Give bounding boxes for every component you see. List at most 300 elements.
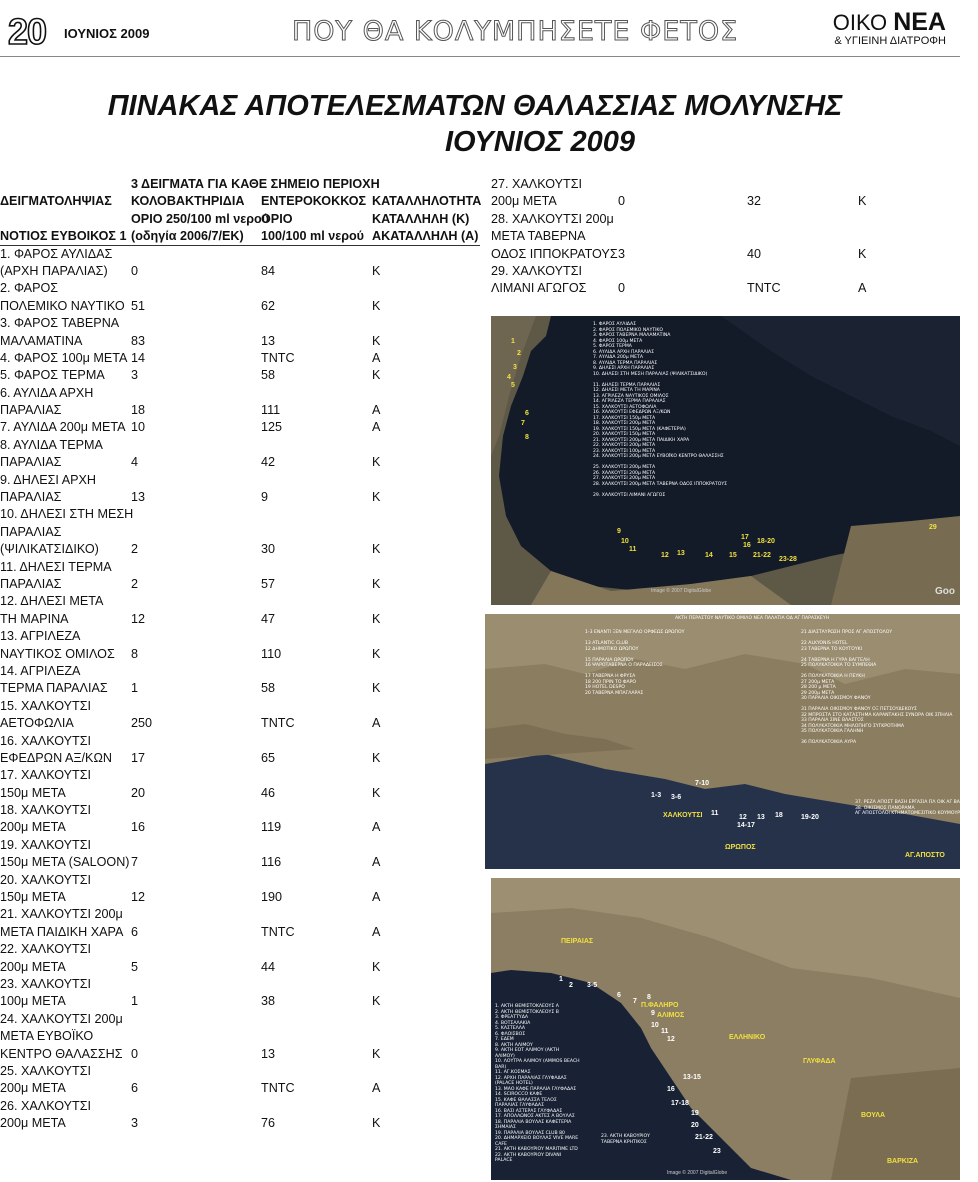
suitability: Α (858, 281, 867, 296)
sampling-point: ΟΔΟΣ ΙΠΠΟΚΡΑΤΟΥΣ (491, 246, 618, 261)
map-legend-item: ΤΑΒΕΡΝΑ ΚΡΗΤΙΚΟΣ (601, 1139, 647, 1145)
map-marker: 21-22 (753, 552, 771, 559)
table-row (0, 1063, 480, 1080)
header-suitability: ΚΑΤΑΛΛΗΛΗ (Κ) (372, 211, 470, 226)
sampling-point: 14. ΑΓΡΙΛΕΖΑ (0, 663, 81, 678)
table-row (0, 472, 480, 489)
table-row (0, 246, 480, 263)
table-row (0, 1011, 480, 1028)
sampling-point: ΝΑΥΤΙΚΟΣ ΟΜΙΛΟΣ (0, 646, 115, 661)
sampling-point: 8. ΑΥΛΙΔΑ ΤΕΡΜΑ (0, 437, 103, 452)
sampling-point: 22. ΧΑΛΚΟΥΤΣΙ (0, 942, 91, 957)
suitability: Α (372, 820, 381, 835)
sampling-point: ΜΕΤΑ ΕΥΒΟΪΚΟ (0, 1029, 94, 1044)
coliform-value: 0 (618, 281, 626, 296)
sampling-point: 23. ΧΑΛΚΟΥΤΣΙ (0, 976, 91, 991)
enterococcus-value: 84 (261, 263, 276, 278)
sampling-point: 150μ ΜΕΤΑ (SALOON) (0, 855, 130, 870)
map-legend-item: 24. ΧΑΛΚΟΥΤΣΙ 200μ ΜΕΤΑ ΕΥΒΟΪΚΟ ΚΕΝΤΡΟ ΘΑΛΑΣΣΗΣ (593, 454, 724, 459)
suitability: Α (372, 403, 381, 418)
table-row (0, 593, 480, 610)
map-legend-item: 3. ΦΡΕΑΤΤΥΔΑ (495, 1015, 528, 1020)
coliform-value: 14 (131, 350, 146, 365)
suitability: Κ (858, 194, 867, 209)
enterococcus-value: 44 (261, 959, 276, 974)
map-marker: 3-5 (587, 982, 598, 989)
map-legend-item: 26 ΠΟΛΥΚΑΤΟΙΚΙΑ Η ΠΕΥΚΗ (801, 674, 865, 679)
enterococcus-value: TNTC (261, 350, 295, 365)
coliform-value: 2 (131, 542, 139, 557)
map-evia-legend (593, 322, 727, 498)
map-legend-item: 11. ΔΗΛΕΣΙ ΤΕΡΜΑ ΠΑΡΑΛΙΑΣ (593, 382, 661, 388)
table-row (491, 176, 960, 193)
map-oropos-header: ΑΚΤΗ ΠΕΡΑΣΤΟΥ ΝΑΥΤΙΚΟ ΟΜΙΛΟ ΝΕΑ ΠΑΛΑΤΙΑ ΟΔ ΑΓ ΠΑΡΑΣΚΕΥΗ (675, 616, 830, 621)
table-row (0, 419, 480, 436)
coliform-value: 7 (131, 855, 139, 870)
sampling-point: 200μ ΜΕΤΑ (0, 820, 66, 835)
table-row (0, 524, 480, 541)
map-legend-item: 13. ΜΑΟ ΚΑΦΕ ΠΑΡΑΛΙΑ ΓΛΥΦΑΔΑΣ (495, 1086, 577, 1092)
enterococcus-value: 46 (261, 785, 276, 800)
coliform-value: 0 (131, 263, 139, 278)
map-marker: 3-6 (671, 794, 682, 801)
map-legend-item: 15. ΚΑΦΕ ΘΑΛΑΣΣΑ ΤΕΛΟΣ (495, 1097, 557, 1103)
suitability: Κ (372, 298, 381, 313)
map-legend-item: 19 HOTEL DESPO (585, 685, 625, 690)
page-number: 20 (8, 11, 47, 52)
map-marker: 9 (651, 1010, 655, 1017)
sampling-point: 13. ΑΓΡΙΛΕΖΑ (0, 629, 81, 644)
table-row (0, 959, 480, 976)
map-legend-item: 34 ΠΟΛΥΚΑΤΟΙΚΙΑ ΜΗΛΟΠΗΓΟ ΣΥΓΚΡΟΤΗΜΑ (801, 723, 904, 729)
map-legend-item: 25. ΧΑΛΚΟΥΤΣΙ 200μ ΜΕΤΑ (593, 465, 656, 470)
map-legend-item: 1-3 ΕΝΑΝΤΙ ΞΕΝ ΜΕΓΑΛΟ ΟΡΦΕΩΣ ΩΡΩΠΟΥ (585, 630, 685, 635)
suitability: Κ (372, 646, 381, 661)
map-marker: 12 (667, 1036, 675, 1043)
map-marker: 17-18 (671, 1100, 689, 1107)
map-marker: 16 (667, 1086, 675, 1093)
map-marker: 18 (775, 812, 783, 819)
sampling-point: ΚΕΝΤΡΟ ΘΑΛΑΣΣΗΣ (0, 1046, 123, 1061)
map-marker: 1-3 (651, 792, 662, 799)
sampling-point: 16. ΧΑΛΚΟΥΤΣΙ (0, 733, 91, 748)
suitability: Κ (858, 246, 867, 261)
sampling-point: 200μ ΜΕΤΑ (0, 1116, 66, 1131)
map-legend-item: 37. ΡΕΖΑ ΑΠΟΣΤ ΒΑΣΗ ΕΡΓΑΣΙΑ ΠΛ ΟΙΚ ΑΓ ΒΑΡΒΑΡΑΣ (855, 800, 978, 805)
suitability: Κ (372, 681, 381, 696)
coliform-value: 83 (131, 333, 146, 348)
table-row (0, 628, 480, 645)
sampling-point: ΤΗ ΜΑΡΙΝΑ (0, 611, 69, 626)
sampling-point: (ΑΡΧΗ ΠΑΡΑΛΙΑΣ) (0, 263, 108, 278)
enterococcus-value: 111 (261, 403, 281, 418)
sampling-point: 100μ ΜΕΤΑ (0, 994, 66, 1009)
map-marker: 13 (757, 814, 765, 821)
sampling-point: 11. ΔΗΛΕΣΙ ΤΕΡΜΑ (0, 559, 112, 574)
coliform-value: 6 (131, 924, 139, 939)
sampling-point: 17. ΧΑΛΚΟΥΤΣΙ (0, 768, 91, 783)
map-legend-item: 22 ALKYONIS HOTEL (801, 641, 848, 646)
map-legend-item: 14. ΑΓΡΙΛΕΖΑ ΤΕΡΜΑ ΠΑΡΑΛΙΑΣ (593, 399, 666, 404)
map-legend-item: 12. ΔΗΛΕΣΙ ΜΕΤΑ ΤΗ ΜΑΡΙΝΑ (593, 388, 660, 393)
sampling-point: 200μ ΜΕΤΑ (491, 194, 557, 209)
suitability: Κ (372, 490, 381, 505)
table-row (0, 506, 480, 523)
map-marker: 6 (525, 410, 529, 417)
map-marker: 12 (739, 814, 747, 821)
suitability: Κ (372, 368, 381, 383)
header-enterococcus-value: ΟΡΙΟ (261, 211, 293, 226)
map-marker: 9 (617, 528, 621, 535)
enterococcus-value: 32 (747, 194, 762, 209)
satellite-map-evia (491, 316, 960, 605)
coliform-value: 0 (131, 1046, 139, 1061)
coliform-value: 12 (131, 890, 146, 905)
map-legend-item: 21 ΔΙΑΣΤΑΥΡΩΣΗ ΠΡΟΣ ΑΓ ΑΠΟΣΤΟΛΟΥ (801, 630, 893, 635)
header-enterococcus-value: 100/100 ml νερού (261, 229, 365, 244)
map-legend-item: 21. ΑΚΤΗ ΚΑΒΟΥΡΙΟΥ MARITIME LTD (495, 1147, 578, 1152)
table-row (0, 646, 480, 663)
sampling-point: ΠΟΛΕΜΙΚΟ ΝΑΥΤΙΚΟ (0, 298, 125, 313)
map-legend-item: 23. ΑΚΤΗ ΚΑΒΟΥΡΙΟΥ (601, 1134, 650, 1139)
map-legend-item: 15. ΧΑΛΚΟΥΤΣΙ ΑΕΤΟΦΩΛΙΑ (593, 404, 657, 410)
suitability: Κ (372, 994, 381, 1009)
table-header-row (0, 176, 480, 193)
enterococcus-value: 190 (261, 890, 283, 905)
suitability: Α (372, 420, 381, 435)
map-legend-item: 18. ΠΑΡΑΛΙΑ ΒΟΥΛΑΣ ΚΑΦΕΤΕΡΙΑ (495, 1119, 572, 1125)
map-legend-item: 3. ΦΑΡΟΣ ΤΑΒΕΡΝΑ ΜΑΛΑΜΑΤΙΝΑ (593, 333, 671, 338)
table-row (0, 715, 480, 732)
table-row (0, 854, 480, 871)
sampling-point: 27. ΧΑΛΚΟΥΤΣΙ (491, 177, 582, 191)
sampling-point: 7. ΑΥΛΙΔΑ 200μ ΜΕΤΑ (0, 420, 126, 435)
map-legend-item: 28 200 μ ΜΕΤΑ (801, 685, 836, 690)
map-place-label: ΕΛΛΗΝΙΚΟ (729, 1034, 766, 1041)
table-row (0, 454, 480, 471)
table-row (0, 333, 480, 350)
map-legend-item: 10. ΔΗΛΕΣΙ ΣΤΗ ΜΕΣΗ ΠΑΡΑΛΙΑΣ (ΨΙΛΙΚΑΤΣΙΔΙΚΟ) (593, 371, 708, 377)
map-legend-item: 20 ΤΑΒΕΡΝΑ ΜΠΑΓΛΑΡΑΣ (585, 690, 644, 696)
header-sampling-point: ΔΕΙΓΜΑΤΟΛΗΨΙΑΣ (0, 194, 112, 209)
map-legend-item: 9. ΑΚΤΗ ΕΟΤ ΑΛΙΜΟΥ (ΑΚΤΗ (495, 1048, 560, 1053)
coliform-value: 5 (131, 959, 139, 974)
map-legend-item: 5. ΦΑΡΟΣ ΤΕΡΜΑ (593, 344, 632, 349)
section-title: ΠΟΥ ΘΑ ΚΟΛΥΜΠΗΣΕΤΕ ΦΕΤΟΣ (292, 16, 739, 47)
map-legend-item: 16 ΨΑΡΟΤΑΒΕΡΝΑ Ο ΠΑΡΑΔΕΙΣΟΣ (585, 663, 663, 668)
enterococcus-value: 30 (261, 542, 276, 557)
map-legend-item: 13. ΑΓΡΙΛΕΖΑ ΝΑΥΤΙΚΟΣ ΟΜΙΛΟΣ (593, 393, 669, 399)
map-legend-item: 21. ΧΑΛΚΟΥΤΣΙ 200μ ΜΕΤΑ ΠΑΙΔΙΚΗ ΧΑΡΑ (593, 437, 690, 443)
suitability: Κ (372, 959, 381, 974)
table-row (0, 1046, 480, 1063)
map-evia-watermark: Image © 2007 DigitalGlobe (651, 588, 712, 594)
sampling-point: ΛΙΜΑΝΙ ΑΓΩΓΟΣ (491, 281, 587, 296)
table-header-row (0, 193, 480, 210)
suitability: Κ (372, 1046, 381, 1061)
map-legend-item: ΠΑΡΑΛΙΑΣ ΓΛΥΦΑΔΑΣ (495, 1103, 544, 1108)
map-marker: 2 (517, 350, 521, 357)
enterococcus-value: 9 (261, 490, 269, 505)
map-marker: 20 (691, 1122, 699, 1129)
suitability: Α (372, 350, 381, 365)
table-row (0, 1098, 480, 1115)
map-attica-legend (495, 1004, 580, 1164)
sampling-point: 10. ΔΗΛΕΣΙ ΣΤΗ ΜΕΣΗ (0, 507, 134, 522)
results-table-right (491, 176, 960, 298)
sampling-point: ΠΑΡΑΛΙΑΣ (0, 576, 62, 591)
table-row (0, 298, 480, 315)
sampling-point: 200μ ΜΕΤΑ (0, 959, 66, 974)
map-legend-item: 17. ΧΑΛΚΟΥΤΣΙ 150μ ΜΕΤΑ (593, 415, 656, 421)
enterococcus-value: 119 (261, 820, 282, 835)
map-marker: 10 (621, 538, 629, 545)
map-place-label: ΓΛΥΦΑΔΑ (803, 1058, 836, 1065)
table-row (0, 872, 480, 889)
table-row (491, 228, 960, 245)
table-row (0, 263, 480, 280)
map-legend-item: 33 ΠΑΡΑΛΙΑ ΣΙΝΕ ΒΛΑΣΤΟΣ (801, 718, 864, 723)
table-row (0, 576, 480, 593)
map-legend-item: 2. ΦΑΡΟΣ ΠΟΛΕΜΙΚΟ ΝΑΥΤΙΚΟ (593, 327, 664, 333)
table-row (0, 733, 480, 750)
sampling-point: ΕΦΕΔΡΩΝ ΑΞ/ΚΩΝ (0, 750, 112, 765)
enterococcus-value: 58 (261, 681, 276, 696)
suitability: Κ (372, 333, 381, 348)
sampling-point: 18. ΧΑΛΚΟΥΤΣΙ (0, 803, 91, 818)
coliform-value: 1 (131, 994, 139, 1009)
map-legend-item: 24 ΤΑΒΕΡΝΑ Η ΓΥΡΑ ΒΑΓΓΕΛΗ (801, 657, 870, 663)
table-row (0, 350, 480, 367)
sampling-point: 150μ ΜΕΤΑ (0, 890, 66, 905)
map-legend-item: 27. ΧΑΛΚΟΥΤΣΙ 200μ ΜΕΤΑ (593, 476, 656, 481)
map-legend-item: 13 ATLANTIC CLUB (585, 641, 629, 646)
map-legend-item: 12. ΑΡΧΗ ΠΑΡΑΛΙΑΣ ΓΛΥΦΑΔΑΣ (495, 1075, 567, 1081)
suitability: Κ (372, 1116, 381, 1131)
coliform-value: 17 (131, 750, 146, 765)
map-legend-item: 14. SCIROCCO ΚΑΦΕ (495, 1092, 543, 1097)
map-legend-item: 8. ΑΚΤΗ ΑΛΙΜΟΥ (495, 1042, 533, 1048)
table-row (0, 367, 480, 384)
map-marker: 5 (511, 382, 515, 389)
sampling-point: 25. ΧΑΛΚΟΥΤΣΙ (0, 1063, 91, 1078)
sampling-point: ΠΑΡΑΛΙΑΣ (0, 403, 62, 418)
table-row (491, 263, 960, 280)
sampling-point: ΠΑΡΑΛΙΑΣ (0, 490, 62, 505)
map-marker: 8 (525, 434, 529, 441)
table-row (0, 750, 480, 767)
map-legend-item: 22. ΧΑΛΚΟΥΤΣΙ 200μ ΜΕΤΑ (593, 443, 656, 448)
coliform-value: 3 (618, 246, 626, 261)
map-legend-item: 1. ΦΑΡΟΣ ΑΥΛΙΔΑΣ (593, 322, 636, 327)
map-marker: 14-17 (737, 822, 755, 829)
map-legend-item: 4. ΒΟΤΣΑΛΑΚΙΑ (495, 1020, 531, 1026)
map-marker: 19-20 (801, 814, 819, 821)
map-oropos-legend-1 (585, 630, 684, 696)
coliform-value: 51 (131, 298, 146, 313)
title-line-1: ΠΙΝΑΚΑΣ ΑΠΟΤΕΛΕΣΜΑΤΩΝ ΘΑΛΑΣΣΙΑΣ ΜΟΛΥΝΣΗΣ (107, 90, 843, 122)
coliform-value: 250 (131, 716, 153, 731)
table-row (0, 819, 480, 836)
suitability: Α (372, 924, 381, 939)
map-legend-item: 9. ΔΗΛΕΣΙ ΑΡΧΗ ΠΑΡΑΛΙΑΣ (593, 366, 655, 371)
satellite-map-oropos (485, 614, 978, 869)
map-attica-watermark: Image © 2007 DigitalGlobe (667, 1170, 728, 1176)
enterococcus-value: TNTC (261, 716, 295, 731)
brand-word-2: ΝΕΑ (893, 8, 946, 36)
map-legend-item: 15 ΠΑΡΑΛΙΑ ΩΡΩΠΟΥ (585, 657, 634, 663)
coliform-value: 4 (131, 455, 139, 470)
map-marker: 21-22 (695, 1134, 713, 1141)
sampling-point: 20. ΧΑΛΚΟΥΤΣΙ (0, 872, 91, 887)
sampling-point: 150μ ΜΕΤΑ (0, 785, 66, 800)
title-line-2: ΙΟΥΝΙΟΣ 2009 (444, 126, 636, 158)
map-legend-item: 32 ΜΠΡΟΣΤΑ ΣΤΟ ΚΑΤΑΣΤΗΜΑ ΚΑΡΑΝΤΑΚΗΣ ΣΥΝΟΡΑ ΟΙΚ ΣΠΗΛΙΑ (801, 712, 953, 718)
coliform-value: 10 (131, 420, 146, 435)
map-legend-item: 7. ΑΥΛΙΔΑ 200μ ΜΕΤΑ (593, 355, 643, 360)
map-legend-item: 25 ΠΟΛΥΚΑΤΟΙΚΙΑ ΤΟ ΣΥΜΠΕΘΙΑ (801, 663, 877, 668)
map-marker: 3 (513, 364, 517, 371)
map-place-label: ΠΕΙΡΑΙΑΣ (561, 938, 594, 945)
header-suitability: ΑΚΑΤΑΛΛΗΛΗ (Α) (372, 229, 479, 244)
suitability: Κ (372, 542, 381, 557)
table-row (0, 1080, 480, 1097)
header-suitability: ΚΑΤΑΛΛΗΛΟΤΗΤΑ (372, 194, 482, 209)
sampling-point: (ΨΙΛΙΚΑΤΣΙΔΙΚΟ) (0, 542, 99, 557)
map-legend-item: 6. ΦΛΟΙΣΒΟΣ (495, 1031, 526, 1037)
map-marker: 8 (647, 994, 651, 1001)
map-legend-item: 31 ΠΑΡΑΛΙΑ ΟΙΚΙΣΜΟΥ ΦΑΝΟΥ ΟΞ ΠΕΤΣΟΥΔΕΚΟΥΣ (801, 707, 917, 712)
coliform-value: 16 (131, 820, 146, 835)
sampling-point: ΜΕΤΑ ΤΑΒΕΡΝΑ (491, 229, 586, 244)
sampling-point: 29. ΧΑΛΚΟΥΤΣΙ (491, 263, 582, 278)
brand-subtitle: & ΥΓΙΕΙΝΗ ΔΙΑΤΡΟΦΗ (834, 35, 946, 47)
map-place-label: ΑΛΙΜΟΣ (657, 1012, 685, 1019)
table-row (491, 280, 960, 297)
sampling-point: 24. ΧΑΛΚΟΥΤΣΙ 200μ (0, 1011, 123, 1026)
sampling-point: ΠΑΡΑΛΙΑΣ (0, 524, 62, 539)
header-divider (0, 56, 960, 57)
map-marker: 15 (729, 552, 737, 559)
table-row (0, 385, 480, 402)
map-marker: 13-15 (683, 1074, 701, 1081)
header-coliform-value: ΟΡΙΟ 250/100 ml νερού (131, 211, 270, 226)
enterococcus-value: 110 (261, 646, 282, 661)
map-marker: 14 (705, 552, 713, 559)
map-legend-item: 23 ΤΑΒΕΡΝΑ ΤΟ ΚΟΥΤΟΥΚΙ (801, 646, 863, 652)
map-legend-item: 12 ΔΗΜΟΤΙΚΟ ΩΡΩΠΟΥ (585, 646, 639, 652)
map-legend-item: 20. ΧΑΛΚΟΥΤΣΙ 150μ ΜΕΤΑ (593, 432, 656, 437)
table-row (0, 993, 480, 1010)
map-legend-item: 8. ΑΥΛΙΔΑ ΤΕΡΜΑ ΠΑΡΑΛΙΑΣ (593, 360, 658, 366)
sampling-point: 4. ΦΑΡΟΣ 100μ ΜΕΤΑ (0, 350, 128, 365)
map-place-label: ΒΑΡΚΙΖΑ (887, 1158, 919, 1165)
sampling-point: 15. ΧΑΛΚΟΥΤΣΙ (0, 698, 91, 713)
sampling-point: 26. ΧΑΛΚΟΥΤΣΙ (0, 1098, 91, 1113)
map-marker: 13 (677, 550, 685, 557)
results-table-left (0, 176, 480, 1132)
map-legend-item: 22. ΑΚΤΗ ΚΑΒΟΥΡΙΟΥ DIVANI (495, 1152, 562, 1158)
sampling-point: 1. ΦΑΡΟΣ ΑΥΛΙΔΑΣ (0, 246, 113, 261)
map-marker: 10 (651, 1022, 659, 1029)
table-row (0, 889, 480, 906)
coliform-value: 3 (131, 1116, 139, 1131)
map-marker: 11 (661, 1028, 669, 1035)
table-row (0, 767, 480, 784)
sampling-point: 12. ΔΗΛΕΣΙ ΜΕΤΑ (0, 594, 104, 609)
sampling-point: ΜΕΤΑ ΠΑΙΔΙΚΗ ΧΑΡΑ (0, 924, 124, 939)
map-legend-item: 23. ΧΑΛΚΟΥΤΣΙ 100μ ΜΕΤΑ (593, 448, 656, 454)
map-legend-item: 17 ΤΑΒΕΡΝΑ Η ΦΡΥΣΑ (585, 674, 636, 679)
map-place-label: ΒΟΥΛΑ (861, 1112, 886, 1119)
table-row (0, 941, 480, 958)
sampling-point: ΜΑΛΑΜΑΤΙΝΑ (0, 333, 83, 348)
table-row (0, 559, 480, 576)
map-legend-item: 35 ΠΟΛΥΚΑΤΟΙΚΙΑ ΓΑΛΗΝΗ (801, 729, 864, 734)
map-marker: 16 (743, 542, 751, 549)
map-legend-item: 19. ΠΑΡΑΛΙΑ ΒΟΥΛΑΣ CLUB 80 (495, 1130, 565, 1136)
enterococcus-value: 38 (261, 994, 276, 1009)
enterococcus-value: 42 (261, 455, 276, 470)
coliform-value: 6 (131, 1081, 139, 1096)
header-sampling-point: ΝΟΤΙΟΣ ΕΥΒΟΙΚΟΣ 1 (0, 229, 127, 244)
coliform-value: 0 (618, 194, 626, 209)
table-row (0, 280, 480, 297)
table-row (0, 906, 480, 923)
table-row (0, 1028, 480, 1045)
coliform-value: 12 (131, 611, 146, 626)
coliform-value: 3 (131, 368, 139, 383)
map-legend-item: 26. ΧΑΛΚΟΥΤΣΙ 200μ ΜΕΤΑ (593, 470, 656, 476)
sampling-point: 19. ΧΑΛΚΟΥΤΣΙ (0, 837, 91, 852)
enterococcus-value: 47 (261, 611, 276, 626)
map-marker: 19 (691, 1110, 699, 1117)
map-oropos-legend-2 (801, 630, 952, 746)
suitability: Α (372, 716, 381, 731)
map-legend-item: ΣΗΜΑΙΑΣ (495, 1125, 516, 1130)
sampling-point: 28. ΧΑΛΚΟΥΤΣΙ 200μ (491, 211, 614, 226)
map-marker: 7 (633, 998, 637, 1005)
map-evia-logo: Goo (935, 586, 955, 597)
suitability: Κ (372, 576, 381, 591)
map-legend-item: ΑΓ ΑΠΟΣΤΟΛΟΙ ΚΤΗΜΑΤΟΜΕΣΙΤΙΚΟ ΚΟΥΜΟΥΡΤΗΣ (855, 811, 970, 816)
map-legend-item: 29. ΧΑΛΚΟΥΤΣΙ ΛΙΜΑΝΙ ΑΓΩΓΟΣ (593, 492, 666, 498)
suitability: Α (372, 1081, 381, 1096)
enterococcus-value: 13 (261, 1046, 276, 1061)
map-legend-item: 6. ΑΥΛΙΔΑ ΑΡΧΗ ΠΑΡΑΛΙΑΣ (593, 349, 655, 355)
sampling-point: 6. ΑΥΛΙΔΑ ΑΡΧΗ (0, 385, 94, 400)
map-legend-item: PALACE (495, 1158, 513, 1163)
map-marker: 29 (929, 524, 937, 531)
header-coliform-value: ΚΟΛΟΒΑΚΤΗΡΙΔΙΑ (131, 194, 245, 209)
table-row (491, 211, 960, 228)
table-row (0, 976, 480, 993)
coliform-value: 1 (131, 681, 139, 696)
table-row (0, 802, 480, 819)
table-row (0, 541, 480, 558)
table-row (0, 315, 480, 332)
map-legend-item: 28. ΧΑΛΚΟΥΤΣΙ 200μ ΜΕΤΑ ΤΑΒΕΡΝΑ ΟΔΟΣ ΙΠΠΟΚΡΑΤΟΥΣ (593, 481, 728, 487)
map-marker: 23-28 (779, 556, 797, 563)
map-marker: 11 (711, 810, 719, 817)
table-header-row (0, 228, 480, 245)
article-title (0, 88, 960, 160)
map-legend-item: 27 200μ ΜΕΤΑ (801, 679, 835, 685)
enterococcus-value: 116 (261, 855, 282, 870)
coliform-value: 20 (131, 785, 146, 800)
map-oropos-legend-3 (855, 800, 978, 817)
suitability: Α (372, 855, 381, 870)
